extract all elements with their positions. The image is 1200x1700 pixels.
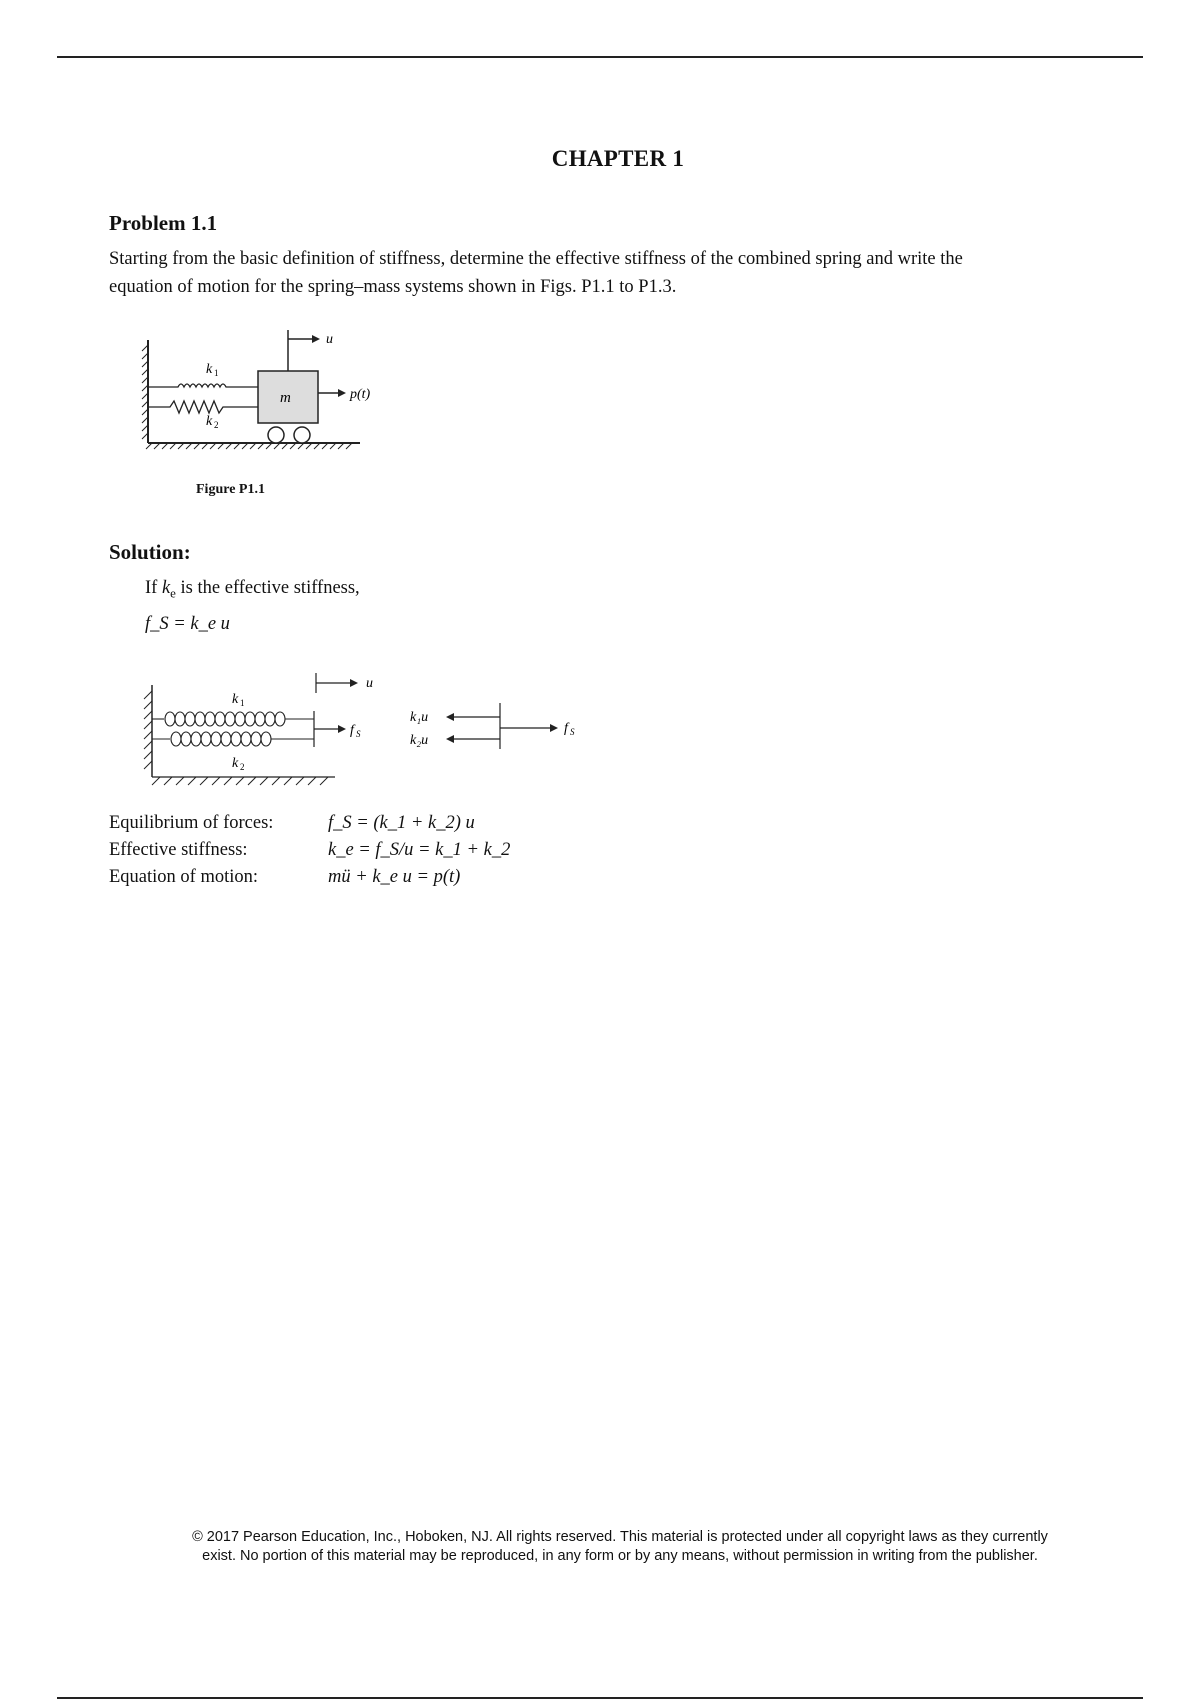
figure-p1-1-caption: Figure P1.1 <box>196 482 265 497</box>
figp1-label-p: p(t) <box>350 387 371 402</box>
figsol-label-k1-sub: 1 <box>240 698 245 708</box>
equation-label: Equation of motion: <box>109 867 259 887</box>
solution-line1-prefix: If <box>145 578 162 598</box>
figsol-label-k1: k <box>232 692 239 707</box>
equation-expr: f_S = (k_1 + k_2) u <box>328 813 475 833</box>
figsol-label-fs-right-sub: S <box>570 727 575 737</box>
spring-k1 <box>148 384 258 387</box>
figsol-label-k1u: k₁u <box>410 710 429 725</box>
equation-label: Effective stiffness: <box>109 840 248 860</box>
copyright-footer <box>120 1528 1120 1566</box>
figsol-label-k2-sub: 2 <box>240 762 245 772</box>
solution-line-1 <box>145 578 360 602</box>
footer-line-1: © 2017 Pearson Education, Inc., Hoboken, NJ. All rights reserved. This material is protected under all copyright laws as they currently <box>192 1529 1048 1545</box>
figsol-label-fs-right: f <box>564 721 568 736</box>
problem-statement: Starting from the basic definition of stiffness, determine the effective stiffness of the combined spring and write the equation of motion for the spring–mass systems shown in Figs. P1.1 to P1.3. <box>109 249 963 297</box>
top-rule <box>57 56 1143 58</box>
footer-line-2: exist. No portion of this material may be reproduced, in any form or by any means, without permission in writing from the publisher. <box>202 1548 1038 1564</box>
figp1-label-k1: k <box>206 362 213 377</box>
figp1-label-k2-sub: 2 <box>214 420 219 430</box>
problem-title: Problem 1.1 <box>109 211 218 235</box>
spring-k2 <box>148 401 258 413</box>
equation-row-stiffness <box>109 840 510 861</box>
bottom-rule <box>57 1697 1143 1699</box>
solution-line1-sub: e <box>170 585 176 601</box>
figure-solution <box>140 665 600 795</box>
figsol-label-k2: k <box>232 756 239 771</box>
figp1-label-m: m <box>280 390 291 406</box>
equation-expr: mü + k_e u = p(t) <box>328 867 461 887</box>
figure-p1-1 <box>140 325 400 455</box>
solution-title: Solution: <box>109 540 191 564</box>
equation-row-equilibrium <box>109 813 475 834</box>
solution-line1-suffix: is the effective stiffness, <box>175 578 360 598</box>
equation-expr: k_e = f_S/u = k_1 + k_2 <box>328 840 511 860</box>
figp1-label-k1-sub: 1 <box>214 368 219 378</box>
figsol-label-fs-sub: S <box>356 729 361 739</box>
solution-line-2: f_S = k_e u <box>145 614 230 634</box>
chapter-title: CHAPTER 1 <box>551 146 685 171</box>
figsol-label-u: u <box>366 676 373 691</box>
solution-line1-var: k <box>161 578 171 598</box>
figp1-label-k2: k <box>206 414 213 429</box>
figsol-label-fs: f <box>350 723 354 738</box>
figsol-label-k2u: k₂u <box>410 733 429 748</box>
equation-label: Equilibrium of forces: <box>109 813 274 833</box>
equation-row-motion <box>109 867 460 888</box>
figp1-label-u: u <box>326 332 333 347</box>
